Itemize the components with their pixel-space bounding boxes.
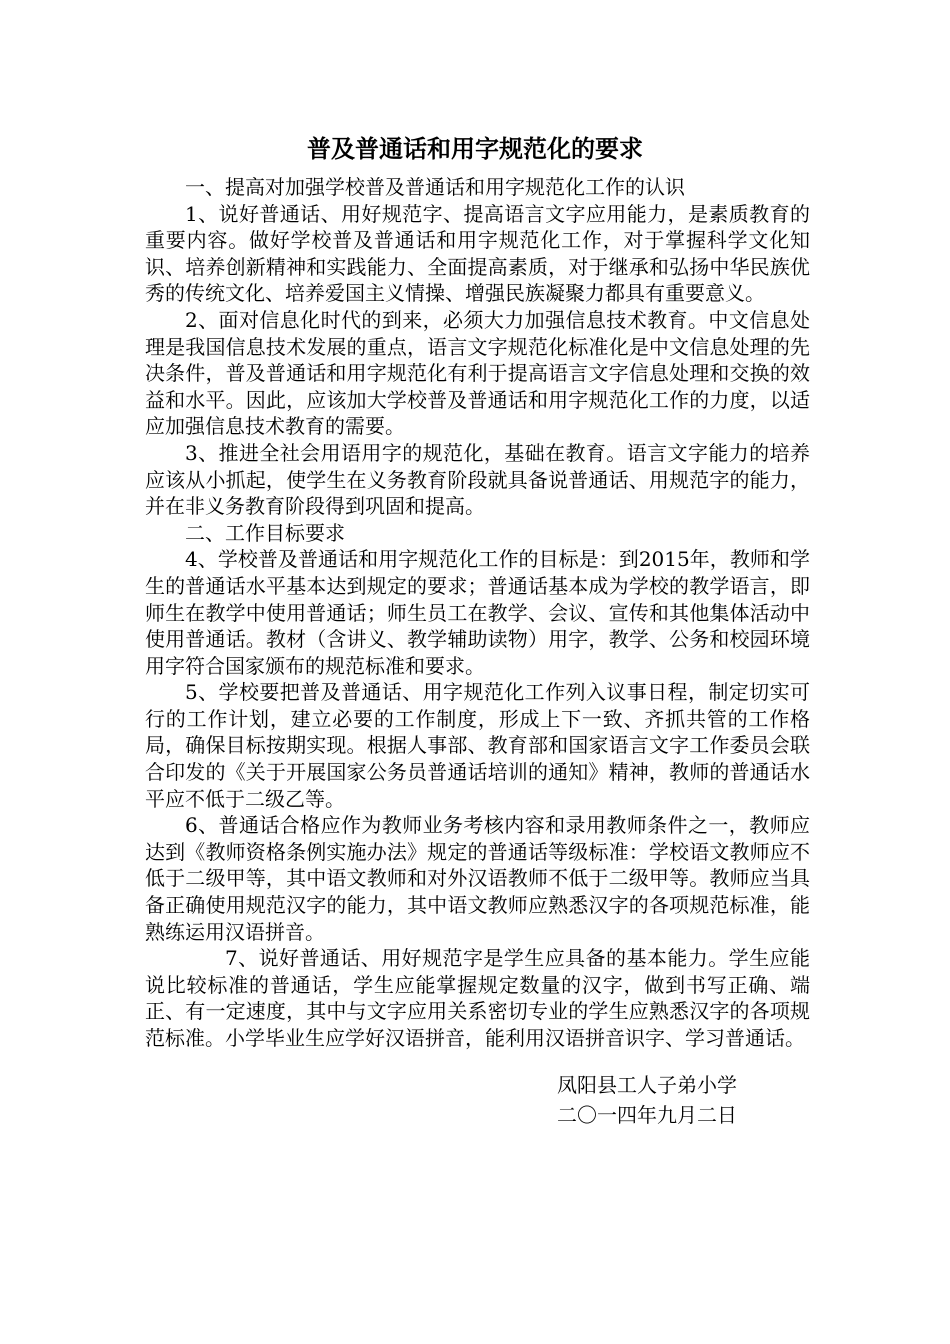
paragraph-1: 1、说好普通话、用好规范字、提高语言文字应用能力，是素质教育的重要内容。做好学校普及普通话和用字规范化工作，对于掌握科学文化知识、培养创新精神和实践能力、全面提高素质，对于继承和弘扬中华民族优秀的传统文化、培养爱国主义情操、增强民族凝聚力都具有重要意义。 <box>145 201 810 306</box>
paragraph-5: 5、学校要把普及普通话、用字规范化工作列入议事日程，制定切实可行的工作计划，建立必要的工作制度，形成上下一致、齐抓共管的工作格局，确保目标按期实现。根据人事部、教育部和国家语言文字工作委员会联合印发的《关于开展国家公务员普通话培训的通知》精神，教师的普通话水平应不低于二级乙等。 <box>145 680 810 811</box>
signature-organization: 凤阳县工人子弟小学 <box>557 1073 737 1097</box>
signature-block <box>557 1070 817 1130</box>
paragraph-4: 4、学校普及普通话和用字规范化工作的目标是：到2015年，教师和学生的普通话水平基本达到规定的要求；普通话基本成为学校的教学语言，即师生在教学中使用普通话；师生员工在教学、会议、宣传和其他集体活动中使用普通话。教材（含讲义、教学辅助读物）用字，教学、公务和校园环境用字符合国家颁布的规范标准和要求。 <box>145 547 810 678</box>
section-heading-1: 一、提高对加强学校普及普通话和用字规范化工作的认识 <box>185 175 685 199</box>
paragraph-7: 7、说好普通话、用好规范字是学生应具备的基本能力。学生应能说比较标准的普通话，学生应能掌握规定数量的汉字，做到书写正确、端正、有一定速度，其中与文字应用关系密切专业的学生应熟悉汉字的各项规范标准。小学毕业生应学好汉语拼音，能利用汉语拼音识字、学习普通话。 <box>145 946 810 1050</box>
paragraph-3: 3、推进全社会用语用字的规范化，基础在教育。语言文字能力的培养应该从小抓起，使学生在义务教育阶段就具备说普通话、用规范字的能力，并在非义务教育阶段得到巩固和提高。 <box>145 440 810 519</box>
section-heading-2: 二、工作目标要求 <box>185 520 345 545</box>
document-title: 普及普通话和用字规范化的要求 <box>307 135 643 163</box>
document-body <box>145 174 810 1052</box>
paragraph-6: 6、普通话合格应作为教师业务考核内容和录用教师条件之一，教师应达到《教师资格条例实施办法》规定的普通话等级标准：学校语文教师应不低于二级甲等，其中语文教师和对外汉语教师不低于二级甲等。教师应当具备正确使用规范汉字的能力，其中语文教师应熟悉汉字的各项规范标准，能熟练运用汉语拼音。 <box>145 813 810 944</box>
paragraph-2: 2、面对信息化时代的到来，必须大力加强信息技术教育。中文信息处理是我国信息技术发展的重点，语言文字规范化标准化是中文信息处理的先决条件，普及普通话和用字规范化有利于提高语言文字信息处理和交换的效益和水平。因此，应该加大学校普及普通话和用字规范化工作的力度，以适应加强信息技术教育的需要。 <box>145 307 810 439</box>
signature-date: 二〇一四年九月二日 <box>557 1103 737 1127</box>
